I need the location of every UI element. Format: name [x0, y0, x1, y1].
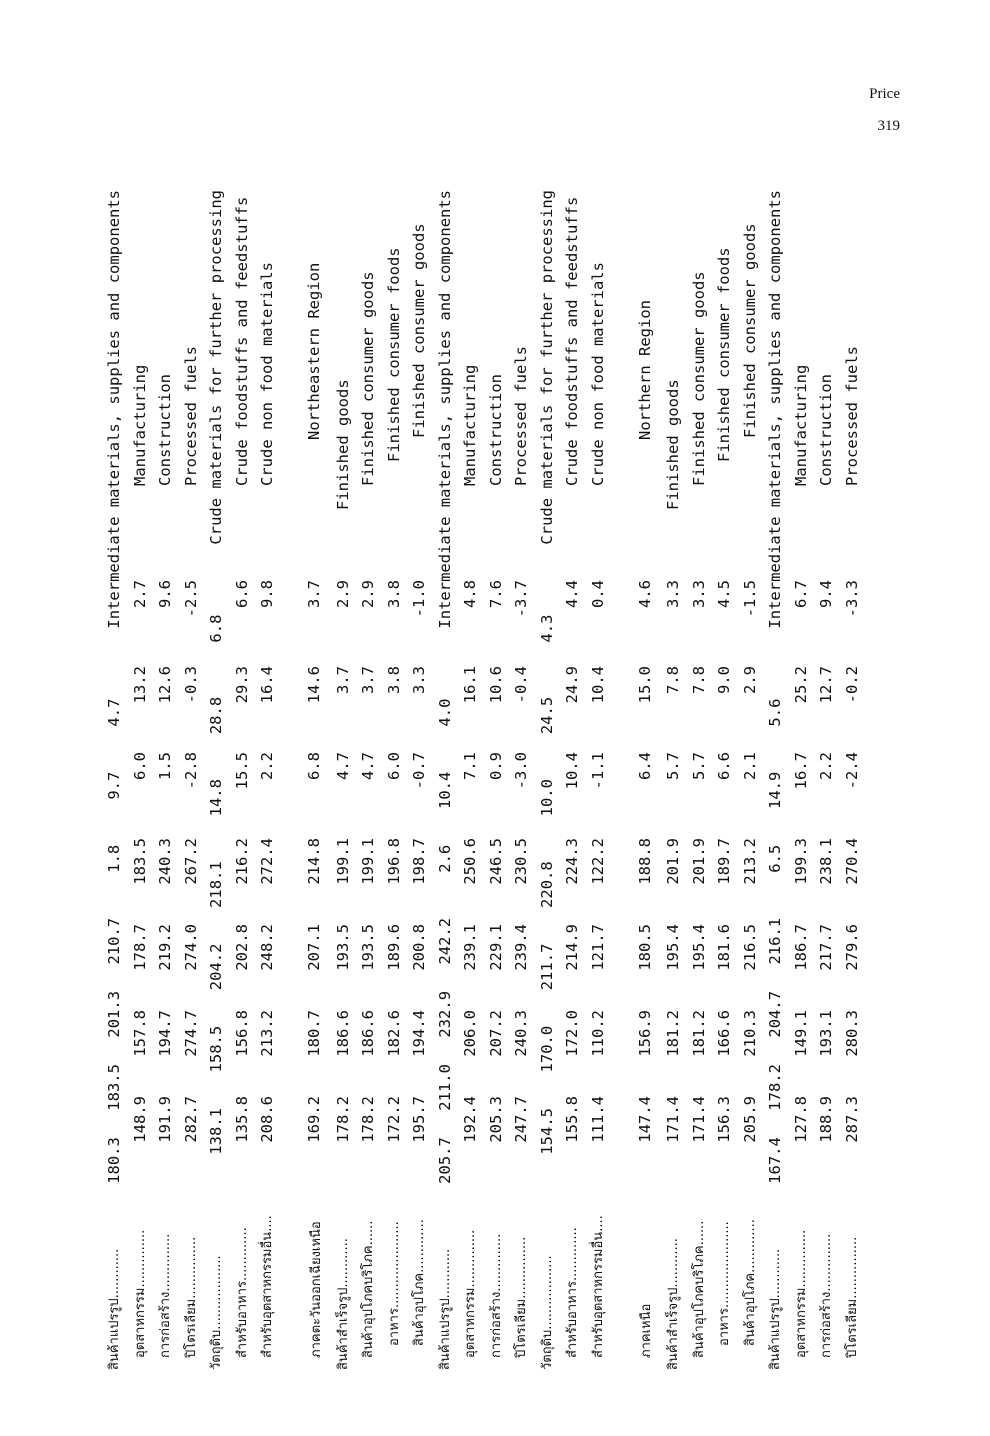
value-cell-col-3: 211.7 — [537, 943, 556, 991]
table-row — [763, 190, 789, 1370]
english-item-label: Construction — [156, 374, 174, 486]
value-cell-col-6: 13.2 — [130, 666, 149, 704]
value-cell-col-7: -2.5 — [181, 580, 200, 618]
value-cell-col-2: 181.2 — [689, 1010, 708, 1057]
value-cell-col-5: 6.4 — [635, 752, 654, 780]
english-item-label: Finished consumer goods — [740, 223, 759, 438]
value-cell-col-5: 2.2 — [817, 752, 835, 780]
value-cell-col-1: 169.2 — [305, 1096, 323, 1143]
value-cell-col-5: 7.1 — [461, 752, 479, 780]
english-item-label: Crude non food materials — [588, 262, 607, 486]
table-row — [509, 190, 535, 1370]
thai-item-label: อาหาร..................... — [717, 1221, 733, 1346]
value-cell-col-3: 229.1 — [486, 924, 505, 971]
value-cell-col-1: 178.2 — [359, 1096, 377, 1143]
thai-item-label: สำหรับอาหาร............. — [234, 1227, 250, 1358]
thai-item-label: สำหรับอุตสาหกรรมอื่น.... — [590, 1215, 606, 1358]
value-cell-col-2: 110.2 — [588, 1010, 607, 1057]
thai-item-label: อุตสาหกรรม.............. — [463, 1229, 479, 1358]
value-cell-col-4: 267.2 — [181, 838, 200, 885]
value-cell-col-3: 180.5 — [635, 924, 654, 971]
value-cell-col-5: 5.7 — [664, 752, 682, 780]
value-cell-col-4: 240.3 — [156, 838, 174, 885]
english-item-label: Crude foodstuffs and feedstuffs — [563, 196, 581, 486]
english-item-label: Construction — [817, 374, 835, 486]
value-cell-col-2: 156.9 — [635, 1010, 654, 1057]
value-cell-col-4: 242.2 — [435, 917, 454, 965]
value-cell-col-1: 188.9 — [817, 1096, 835, 1143]
value-cell-col-4: 199.3 — [791, 838, 810, 885]
value-cell-col-5: -2.4 — [842, 752, 861, 790]
value-cell-col-7: 4.0 — [435, 698, 454, 727]
value-cell-col-7: 3.7 — [305, 580, 323, 608]
value-cell-col-7: 6.7 — [791, 580, 810, 608]
value-cell-col-3: 232.9 — [435, 990, 454, 1038]
table-row — [661, 190, 687, 1370]
value-cell-col-4: 189.7 — [715, 838, 733, 885]
value-cell-col-2: 183.5 — [105, 1064, 123, 1111]
value-cell-col-2: 172.0 — [563, 1010, 581, 1057]
value-cell-col-2: 166.6 — [715, 1010, 733, 1057]
value-cell-col-1: 205.9 — [740, 1096, 759, 1143]
value-cell-col-2: 193.1 — [817, 1010, 835, 1057]
table-row — [687, 190, 713, 1370]
value-cell-col-1: 247.7 — [512, 1096, 530, 1143]
value-cell-col-4: 199.1 — [333, 838, 352, 885]
region-header-row — [611, 190, 661, 1370]
table-row — [814, 190, 840, 1370]
value-cell-col-5: 14.8 — [207, 779, 225, 817]
value-cell-col-6: 10.6 — [486, 666, 505, 704]
value-cell-col-1: 180.3 — [105, 1137, 123, 1184]
value-cell-col-7: 4.7 — [105, 698, 123, 727]
value-cell-col-6: 10.4 — [588, 666, 607, 704]
english-item-label: Finished consumer foods — [384, 247, 403, 462]
thai-item-label: สินค้าแปรรูป............ — [107, 1248, 123, 1370]
value-cell-col-3: 274.0 — [181, 924, 200, 971]
value-cell-col-1: 148.9 — [130, 1096, 149, 1143]
value-cell-col-6: 12.7 — [817, 666, 835, 704]
price-index-table — [102, 190, 865, 1370]
thai-item-label: ภาคเหนือ — [639, 1303, 654, 1358]
value-cell-col-3: 219.2 — [156, 924, 174, 971]
value-cell-col-5: 2.6 — [435, 844, 454, 873]
english-item-label: Finished consumer foods — [715, 247, 733, 462]
english-item-label: Crude foodstuffs and feedstuffs — [232, 196, 251, 486]
thai-item-label: สินค้าอุปโภค............. — [742, 1219, 758, 1346]
table-row — [255, 190, 281, 1370]
value-cell-col-6: 24.9 — [563, 666, 581, 704]
value-cell-col-5: 5.7 — [689, 752, 708, 780]
value-cell-col-5: 1.5 — [156, 752, 174, 780]
value-cell-col-3: 181.6 — [715, 924, 733, 971]
english-item-label: Crude non food materials — [258, 262, 276, 486]
value-cell-col-3: 204.7 — [766, 990, 784, 1038]
value-cell-col-2: 213.2 — [258, 1010, 276, 1057]
value-cell-col-6: 7.8 — [689, 666, 708, 694]
english-item-label: Processed fuels — [512, 346, 530, 486]
value-cell-col-7: 0.4 — [588, 580, 607, 608]
english-item-label: Intermediate materials, supplies and components — [105, 189, 123, 629]
value-cell-col-5: 1.8 — [105, 844, 123, 873]
value-cell-col-2: 180.7 — [305, 1010, 323, 1057]
thai-item-label: สำหรับอุตสาหกรรมอื่น.... — [260, 1215, 276, 1358]
value-cell-col-4: 213.2 — [740, 838, 759, 885]
value-cell-col-3: 217.7 — [817, 924, 835, 971]
value-cell-col-2: 206.0 — [461, 1010, 479, 1057]
table-row — [586, 190, 612, 1370]
thai-item-label: สำหรับอาหาร............. — [565, 1227, 581, 1358]
value-cell-col-4: 250.6 — [461, 838, 479, 885]
english-item-label: Northern Region — [635, 300, 654, 440]
value-cell-col-7: 9.4 — [817, 580, 835, 608]
value-cell-col-6: 3.7 — [333, 666, 352, 694]
english-item-label: Construction — [486, 374, 505, 486]
value-cell-col-1: 192.4 — [461, 1096, 479, 1143]
value-cell-col-2: 170.0 — [537, 1025, 556, 1073]
value-cell-col-3: 204.2 — [207, 943, 225, 991]
thai-item-label: สินค้าอุปโภค............. — [412, 1219, 428, 1346]
thai-item-label: การก่อสร้าง.............. — [488, 1233, 504, 1358]
value-cell-col-5: 6.0 — [130, 752, 149, 780]
english-item-label: Finished consumer goods — [689, 271, 708, 486]
value-cell-col-6: 24.5 — [537, 696, 556, 735]
english-item-label: Manufacturing — [130, 364, 149, 486]
value-cell-col-6: 3.3 — [410, 666, 428, 694]
english-item-label: Manufacturing — [791, 364, 810, 486]
value-cell-col-7: 2.9 — [333, 580, 352, 608]
region-header-row — [281, 190, 331, 1370]
value-cell-col-4: 214.8 — [305, 838, 323, 885]
value-cell-col-4: 218.1 — [207, 861, 225, 908]
table-row — [179, 190, 205, 1370]
value-cell-col-3: 239.4 — [512, 924, 530, 971]
value-cell-col-3: 195.4 — [689, 924, 708, 971]
table-row — [535, 190, 561, 1370]
value-cell-col-4: 216.2 — [232, 838, 251, 885]
value-cell-col-1: 172.2 — [384, 1096, 403, 1143]
thai-item-label: สินค้าอุปโภคบริโภค...... — [361, 1220, 377, 1358]
value-cell-col-6: -0.2 — [842, 666, 861, 704]
table-row — [407, 190, 433, 1370]
table-row — [356, 190, 382, 1370]
value-cell-col-1: 147.4 — [635, 1096, 654, 1143]
value-cell-col-6: 3.8 — [384, 666, 403, 694]
value-cell-col-2: 182.6 — [384, 1010, 403, 1057]
table-row — [433, 190, 459, 1370]
english-item-label: Crude materials for further processing — [207, 189, 225, 545]
value-cell-col-1: 282.7 — [181, 1096, 200, 1143]
value-cell-col-5: -0.7 — [410, 752, 428, 790]
value-cell-col-7: -3.7 — [512, 580, 530, 618]
value-cell-col-1: 111.4 — [588, 1096, 607, 1143]
value-cell-col-3: 201.3 — [105, 990, 123, 1038]
value-cell-col-2: 240.3 — [512, 1010, 530, 1057]
value-cell-col-6: -0.3 — [181, 666, 200, 704]
thai-item-label: อาหาร..................... — [386, 1221, 402, 1346]
thai-item-label: อุตสาหกรรม.............. — [132, 1229, 148, 1358]
value-cell-col-1: 135.8 — [232, 1096, 251, 1143]
value-cell-col-7: -3.3 — [842, 580, 861, 618]
value-cell-col-7: 3.3 — [689, 580, 708, 608]
value-cell-col-5: 6.8 — [305, 752, 323, 780]
value-cell-col-2: 211.0 — [435, 1064, 454, 1111]
table-row — [331, 190, 357, 1370]
value-cell-col-6: 3.7 — [359, 666, 377, 694]
value-cell-col-2: 186.6 — [333, 1010, 352, 1057]
value-cell-col-3: 214.9 — [563, 924, 581, 971]
value-cell-col-6: 16.1 — [461, 666, 479, 704]
value-cell-col-2: 207.2 — [486, 1010, 505, 1057]
value-cell-col-5: 6.6 — [715, 752, 733, 780]
thai-item-label: ปิโตรเลียม............... — [514, 1236, 530, 1358]
value-cell-col-2: 274.7 — [181, 1010, 200, 1057]
thai-item-label: การก่อสร้าง.............. — [819, 1233, 835, 1358]
value-cell-col-3: 202.8 — [232, 924, 251, 971]
value-cell-col-7: -1.5 — [740, 580, 759, 618]
table-row — [458, 190, 484, 1370]
value-cell-col-1: 171.4 — [689, 1096, 708, 1143]
thai-item-label: การก่อสร้าง.............. — [158, 1233, 174, 1358]
value-cell-col-4: 201.9 — [664, 838, 682, 885]
value-cell-col-1: 167.4 — [766, 1137, 784, 1184]
value-cell-col-7: -1.0 — [410, 580, 428, 618]
thai-item-label: สินค้าอุปโภคบริโภค...... — [691, 1220, 707, 1358]
table-row — [789, 190, 815, 1370]
value-cell-col-4: 238.1 — [817, 838, 835, 885]
value-cell-col-2: 280.3 — [842, 1010, 861, 1057]
value-cell-col-3: 207.1 — [305, 924, 323, 971]
value-cell-col-5: 10.0 — [537, 779, 556, 817]
english-item-label: Processed fuels — [181, 346, 200, 486]
value-cell-col-6: 2.9 — [740, 666, 759, 694]
value-cell-col-4: 224.3 — [563, 838, 581, 885]
value-cell-col-3: 279.6 — [842, 924, 861, 971]
table-row — [840, 190, 866, 1370]
value-cell-col-5: -1.1 — [588, 752, 607, 790]
value-cell-col-4: 210.7 — [105, 917, 123, 965]
value-cell-col-4: 270.4 — [842, 838, 861, 885]
value-cell-col-1: 155.8 — [563, 1096, 581, 1143]
english-item-label: Finished consumer goods — [359, 271, 377, 486]
value-cell-col-5: 6.5 — [766, 844, 784, 873]
value-cell-col-1: 178.2 — [333, 1096, 352, 1143]
value-cell-col-3: 193.5 — [359, 924, 377, 971]
value-cell-col-3: 195.4 — [664, 924, 682, 971]
value-cell-col-7: 6.6 — [232, 580, 251, 608]
value-cell-col-6: 9.7 — [105, 771, 123, 800]
value-cell-col-5: -3.0 — [512, 752, 530, 790]
value-cell-col-2: 194.7 — [156, 1010, 174, 1057]
table-row — [560, 190, 586, 1370]
value-cell-col-1: 156.3 — [715, 1096, 733, 1143]
value-cell-col-4: 122.2 — [588, 838, 607, 885]
value-cell-col-1: 191.9 — [156, 1096, 174, 1143]
value-cell-col-1: 127.8 — [791, 1096, 810, 1143]
thai-item-label: สินค้าแปรรูป............ — [768, 1248, 784, 1370]
value-cell-col-7: 6.8 — [207, 614, 225, 643]
value-cell-col-6: 28.8 — [207, 696, 225, 735]
table-row — [128, 190, 154, 1370]
english-item-label: Intermediate materials, supplies and components — [766, 189, 784, 629]
value-cell-col-4: 199.1 — [359, 838, 377, 885]
value-cell-col-7: 4.3 — [537, 614, 556, 643]
value-cell-col-2: 149.1 — [791, 1010, 810, 1057]
value-cell-col-5: -2.8 — [181, 752, 200, 790]
table-row — [230, 190, 256, 1370]
value-cell-col-3: 193.5 — [333, 924, 352, 971]
value-cell-col-2: 156.8 — [232, 1010, 251, 1057]
value-cell-col-5: 16.7 — [791, 752, 810, 790]
english-item-label: Finished consumer goods — [410, 223, 428, 438]
english-item-label: Finished goods — [333, 379, 352, 510]
table-row — [738, 190, 764, 1370]
value-cell-col-7: 2.7 — [130, 580, 149, 608]
value-cell-col-4: 201.9 — [689, 838, 708, 885]
english-item-label: Intermediate materials, supplies and components — [435, 189, 454, 629]
value-cell-col-7: 9.8 — [258, 580, 276, 608]
table-row — [102, 190, 128, 1370]
value-cell-col-2: 181.2 — [664, 1010, 682, 1057]
value-cell-col-2: 158.5 — [207, 1025, 225, 1073]
value-cell-col-3: 239.1 — [461, 924, 479, 971]
value-cell-col-5: 2.1 — [740, 752, 759, 780]
value-cell-col-6: 12.6 — [156, 666, 174, 704]
value-cell-col-1: 205.7 — [435, 1137, 454, 1184]
value-cell-col-6: -0.4 — [512, 666, 530, 704]
value-cell-col-6: 16.4 — [258, 666, 276, 704]
value-cell-col-6: 9.0 — [715, 666, 733, 694]
thai-item-label: ภาคตะวันออกเฉียงเหนือ — [308, 1221, 324, 1358]
thai-item-label: สินค้าสำเร็จรูป............ — [666, 1238, 682, 1370]
value-cell-col-7: 4.5 — [715, 580, 733, 608]
value-cell-col-5: 15.5 — [232, 752, 251, 790]
value-cell-col-1: 138.1 — [207, 1108, 225, 1155]
value-cell-col-4: 220.8 — [537, 861, 556, 908]
table-row — [712, 190, 738, 1370]
value-cell-col-6: 15.0 — [635, 666, 654, 704]
table-row — [204, 190, 230, 1370]
value-cell-col-3: 189.6 — [384, 924, 403, 971]
value-cell-col-5: 2.2 — [258, 752, 276, 780]
value-cell-col-2: 157.8 — [130, 1010, 149, 1057]
thai-item-label: สินค้าแปรรูป............ — [437, 1248, 453, 1370]
value-cell-col-4: 272.4 — [258, 838, 276, 885]
value-cell-col-3: 186.7 — [791, 924, 810, 971]
value-cell-col-1: 208.6 — [258, 1096, 276, 1143]
table-row — [153, 190, 179, 1370]
value-cell-col-3: 200.8 — [410, 924, 428, 971]
value-cell-col-4: 230.5 — [512, 838, 530, 885]
thai-item-label: วัตถุดิบ.................. — [209, 1255, 225, 1370]
value-cell-col-7: 5.6 — [766, 698, 784, 727]
thai-item-label: ปิโตรเลียม............... — [183, 1236, 199, 1358]
value-cell-col-4: 183.5 — [130, 838, 149, 885]
value-cell-col-6: 7.8 — [664, 666, 682, 694]
value-cell-col-6: 29.3 — [232, 666, 251, 704]
value-cell-col-3: 178.7 — [130, 924, 149, 971]
value-cell-col-2: 186.6 — [359, 1010, 377, 1057]
value-cell-col-3: 121.7 — [588, 924, 607, 971]
value-cell-col-2: 194.4 — [410, 1010, 428, 1057]
thai-item-label: วัตถุดิบ.................. — [539, 1255, 555, 1370]
value-cell-col-1: 154.5 — [537, 1108, 556, 1155]
value-cell-col-5: 4.7 — [359, 752, 377, 780]
value-cell-col-4: 198.7 — [410, 838, 428, 885]
value-cell-col-4: 246.5 — [486, 838, 505, 885]
value-cell-col-7: 3.3 — [664, 580, 682, 608]
value-cell-col-1: 171.4 — [664, 1096, 682, 1143]
value-cell-col-2: 178.2 — [766, 1064, 784, 1111]
page-number: 319 — [877, 118, 900, 134]
value-cell-col-4: 196.8 — [384, 838, 403, 885]
table-row — [484, 190, 510, 1370]
english-item-label: Northeastern Region — [305, 262, 323, 440]
value-cell-col-4: 188.8 — [635, 838, 654, 885]
value-cell-col-5: 10.4 — [563, 752, 581, 790]
value-cell-col-7: 3.8 — [384, 580, 403, 608]
english-item-label: Manufacturing — [461, 364, 479, 486]
table-row — [382, 190, 408, 1370]
english-item-label: Finished goods — [664, 379, 682, 510]
value-cell-col-6: 25.2 — [791, 666, 810, 704]
value-cell-col-7: 9.6 — [156, 580, 174, 608]
value-cell-col-3: 216.5 — [740, 924, 759, 971]
value-cell-col-5: 0.9 — [486, 752, 505, 780]
value-cell-col-1: 205.3 — [486, 1096, 505, 1143]
thai-item-label: อุตสาหกรรม.............. — [793, 1229, 809, 1358]
value-cell-col-7: 7.6 — [486, 580, 505, 608]
value-cell-col-5: 4.7 — [333, 752, 352, 780]
value-cell-col-4: 216.1 — [766, 917, 784, 965]
value-cell-col-1: 195.7 — [410, 1096, 428, 1143]
value-cell-col-6: 14.9 — [766, 771, 784, 809]
thai-item-label: ปิโตรเลียม............... — [844, 1236, 860, 1358]
value-cell-col-7: 4.8 — [461, 580, 479, 608]
value-cell-col-5: 6.0 — [384, 752, 403, 780]
english-item-label: Crude materials for further processing — [537, 189, 556, 545]
value-cell-col-3: 248.2 — [258, 924, 276, 971]
thai-item-label: สินค้าสำเร็จรูป............ — [335, 1238, 351, 1370]
value-cell-col-6: 14.6 — [305, 666, 323, 704]
value-cell-col-7: 2.9 — [359, 580, 377, 608]
page-header-title: Price — [869, 86, 900, 102]
value-cell-col-6: 10.4 — [435, 771, 454, 809]
value-cell-col-2: 210.3 — [740, 1010, 759, 1057]
value-cell-col-1: 287.3 — [842, 1096, 861, 1143]
value-cell-col-7: 4.6 — [635, 580, 654, 608]
value-cell-col-7: 4.4 — [563, 580, 581, 608]
english-item-label: Processed fuels — [842, 346, 861, 486]
